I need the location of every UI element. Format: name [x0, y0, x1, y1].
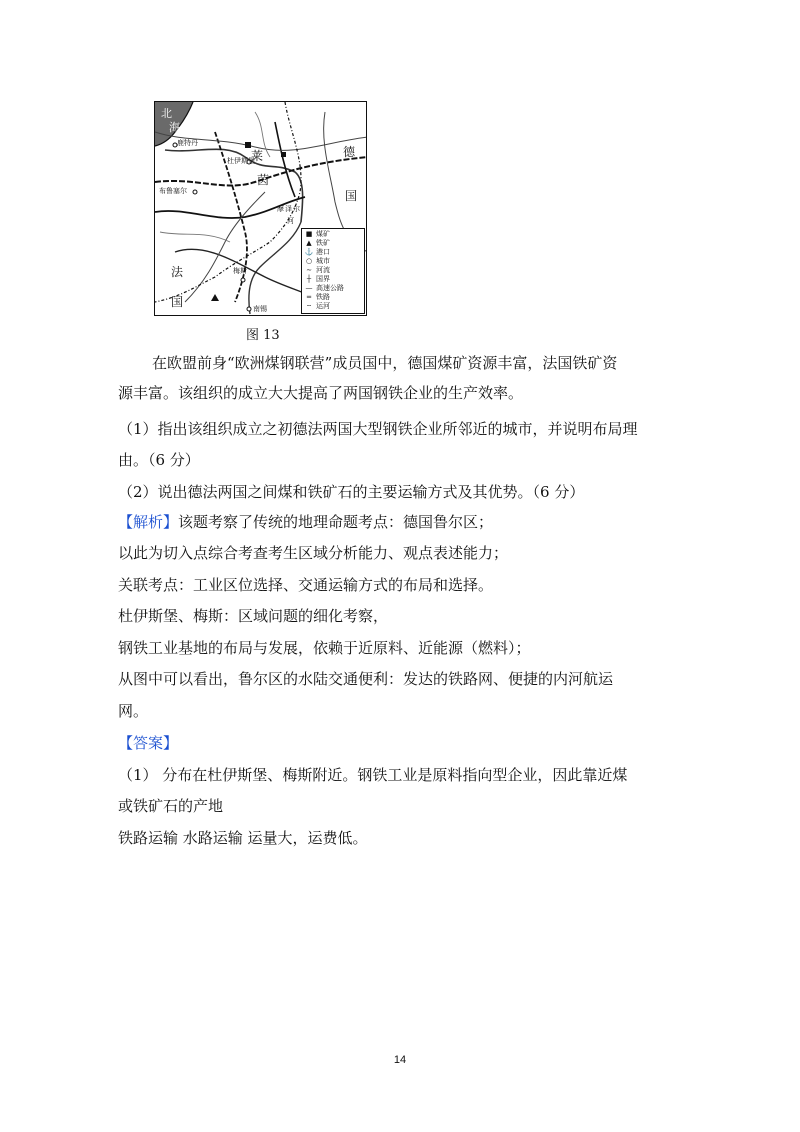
iron-ore-icon: ▲ [306, 239, 312, 247]
intro-line: 源丰富。该组织的成立大大提高了两国钢铁企业的生产效率。 [118, 384, 524, 402]
map-label-city: 杜伊斯堡 [227, 157, 255, 165]
map-label-river: 摩 [277, 205, 284, 213]
map-label-river: 泽 [285, 205, 292, 213]
legend-item: ┼ 国界 [304, 275, 364, 284]
question-1-line: 由。（6 分） [118, 451, 200, 469]
map-label-river: 河 [287, 217, 294, 225]
highway-icon: — [305, 284, 313, 292]
analysis-line: 网。 [118, 702, 149, 720]
map-label-city: 南锡 [253, 305, 267, 313]
question-1-line: （1）指出该组织成立之初德法两国大型钢铁企业所邻近的城市，并说明布局理 [118, 420, 638, 438]
map-label-country-germany: 国 [345, 189, 358, 203]
legend-item: ■ 煤矿 [305, 230, 330, 238]
map-label-country-germany: 德 [343, 145, 356, 159]
answer-line: （1） 分布在杜伊斯堡、梅斯附近。钢铁工业是原料指向型企业，因此靠近煤 [118, 766, 628, 784]
question-2-line: （2）说出德法两国之间煤和铁矿石的主要运输方式及其优势。（6 分） [118, 483, 585, 501]
map-label-region: 茵 [257, 173, 270, 187]
legend-item: ⚓ 港口 [304, 248, 330, 256]
map-label-region: 莱 [251, 149, 264, 163]
analysis-line: 以此为切入点综合考查考生区域分析能力、观点表述能力； [118, 544, 509, 562]
answer-line: 铁路运输 水路运输 运量大，运费低。 [118, 829, 368, 847]
map-figure [154, 101, 367, 316]
analysis-line: 钢铁工业基地的布局与发展，依赖于近原料、近能源（燃料）； [118, 639, 531, 657]
port-icon: ⚓ [304, 248, 314, 256]
answer-tag: 【答案】 [118, 734, 179, 752]
analysis-line: 从图中可以看出，鲁尔区的水陆交通便利：发达的铁路网、便捷的内河航运 [118, 670, 614, 688]
iron-ore-mark [211, 294, 219, 301]
map-legend [301, 228, 365, 314]
legend-item: ╌ 运河 [304, 302, 364, 311]
intro-line: 在欧盟前身“欧洲煤钢联营”成员国中，德国煤矿资源丰富，法国铁矿资 [152, 354, 618, 372]
city-icon: ○ [305, 257, 313, 265]
coal-mine-icon: ■ [305, 230, 313, 238]
border-icon: ┼ [306, 275, 312, 283]
coal-mine-mark [245, 142, 251, 148]
answer-line: 或铁矿石的产地 [118, 797, 224, 815]
legend-item: ○ 城市 [305, 257, 330, 265]
map-label-north-sea: 海 [169, 121, 180, 134]
map-label-city: 鹿特丹 [177, 139, 198, 147]
legend-item: ═ 铁路 [304, 293, 364, 302]
map-label-country-france: 国 [171, 295, 184, 309]
railway-icon: ═ [306, 293, 312, 301]
analysis-text: 该题考察了传统的地理命题考点：德国鲁尔区； [178, 513, 494, 531]
analysis-line-1 [118, 512, 493, 532]
map-label-river: 尔 [293, 205, 300, 213]
map-label-city: 梅斯 [233, 267, 247, 275]
map-label-north-sea: 北 [161, 107, 172, 120]
city-dot [241, 278, 245, 282]
city-dot [193, 190, 197, 194]
analysis-line: 杜伊斯堡、梅斯：区域问题的细化考察， [118, 607, 389, 625]
canal-icon: ╌ [306, 302, 312, 310]
map-label-country-france: 法 [171, 265, 184, 279]
legend-item: ▲ 铁矿 [304, 239, 364, 248]
river-icon: ∼ [306, 266, 312, 274]
map-label-city: 布鲁塞尔 [159, 187, 187, 195]
coal-mine-mark [281, 152, 286, 157]
analysis-tag: 【解析】 [118, 513, 179, 531]
figure-caption: 图 13 [246, 328, 280, 343]
legend-item: — 高速公路 [305, 284, 344, 292]
analysis-line: 关联考点：工业区位选择、交通运输方式的布局和选择。 [118, 576, 494, 594]
page-number: 14 [393, 1054, 407, 1066]
city-dot [247, 307, 251, 311]
legend-item: ∼ 河流 [304, 266, 364, 275]
